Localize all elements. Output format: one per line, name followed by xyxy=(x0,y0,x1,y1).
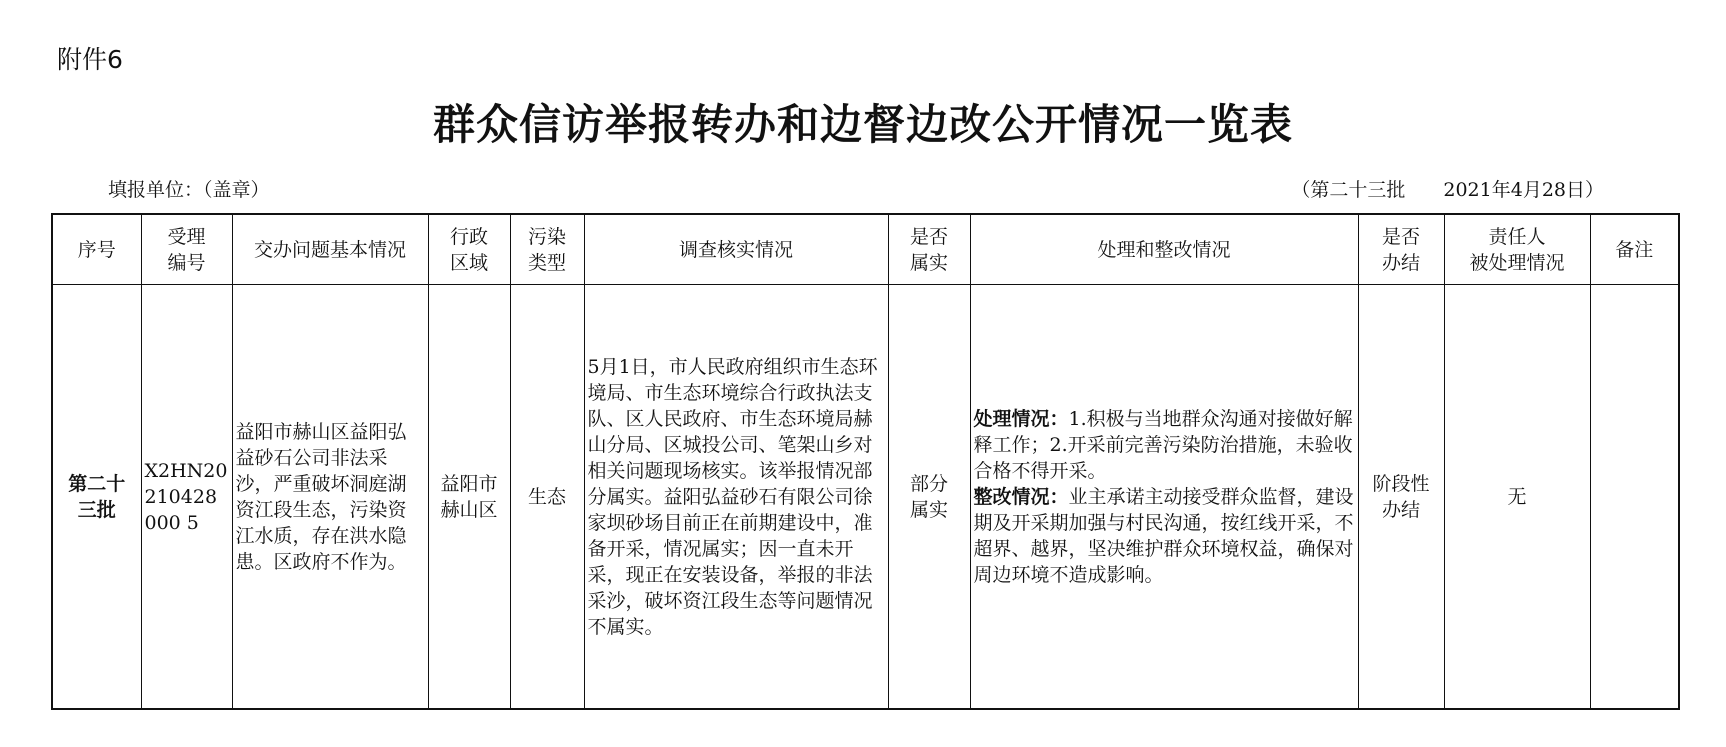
header-remarks: 备注 xyxy=(1590,214,1679,285)
cell-closed-line2: 办结 xyxy=(1381,498,1420,521)
filler-unit xyxy=(108,175,270,202)
header-closed-line1: 是否 xyxy=(1381,225,1420,248)
cell-verified xyxy=(888,285,970,710)
header-pollution xyxy=(510,214,584,285)
header-region-line1: 行政 xyxy=(449,225,488,248)
petition-table xyxy=(51,213,1680,710)
header-responsible-line2: 被处理情况 xyxy=(1469,251,1565,274)
header-verified-line2: 属实 xyxy=(909,251,948,274)
cell-seq-line1: 第二十 xyxy=(68,472,126,495)
filler-seal: （盖章） xyxy=(203,179,270,201)
header-region xyxy=(428,214,510,285)
header-code-line2: 编号 xyxy=(167,251,206,274)
header-code xyxy=(141,214,232,285)
cell-issue: 益阳市赫山区益阳弘益砂石公司非法采沙，严重破坏洞庭湖资江段生态，污染资江水质，存在洪水隐患。区政府不作为。 xyxy=(232,285,428,710)
table-row xyxy=(52,285,1679,710)
header-row xyxy=(52,214,1679,285)
header-seq: 序号 xyxy=(52,214,141,285)
cell-handling xyxy=(970,285,1358,710)
header-pollution-line1: 污染 xyxy=(527,225,566,248)
header-closed xyxy=(1358,214,1444,285)
cell-pollution: 生态 xyxy=(510,285,584,710)
batch-date-info: （第二十三批 2021年4月28日） xyxy=(1291,179,1604,201)
cell-code: X2HN20210428000 5 xyxy=(141,285,232,710)
cell-investigation: 5月1日，市人民政府组织市生态环境局、市生态环境综合行政执法支队、区人民政府、市生态环境局赫山分局、区城投公司、笔架山乡对相关问题现场核实。该举报情况部分属实。益阳弘益砂石有限公司徐家坝砂场目前正在前期建设中，准备开采，情况属实；因一直未开采，现正在安装设备，举报的非法采沙，破坏资江段生态等问题情况不属实。 xyxy=(584,285,888,710)
header-verified-line1: 是否 xyxy=(909,225,948,248)
handling-text: 1.积极与当地群众沟通对接做好解释工作；2.开采前完善污染防治措施，未验收合格不得开采。 xyxy=(973,407,1353,482)
handling-label: 处理情况： xyxy=(973,407,1069,430)
header-code-line1: 受理 xyxy=(167,225,206,248)
cell-remarks xyxy=(1590,285,1679,710)
cell-closed xyxy=(1358,285,1444,710)
cell-region-line1: 益阳市 xyxy=(440,472,498,495)
rectify-text: 业主承诺主动接受群众监督，建设期及开采期加强与村民沟通，按红线开采，不超界、越界，坚决维护群众环境权益，确保对周边环境不造成影响。 xyxy=(973,485,1354,586)
attachment-label: 附件6 xyxy=(57,45,123,74)
header-responsible xyxy=(1444,214,1590,285)
filler-unit-label: 填报单位： xyxy=(108,179,204,201)
header-closed-line2: 办结 xyxy=(1381,251,1420,274)
header-pollution-line2: 类型 xyxy=(527,251,566,274)
header-verified xyxy=(888,214,970,285)
cell-region-line2: 赫山区 xyxy=(440,498,498,521)
cell-region xyxy=(428,285,510,710)
header-region-line2: 区域 xyxy=(449,251,488,274)
header-responsible-line1: 责任人 xyxy=(1488,225,1546,248)
header-issue: 交办问题基本情况 xyxy=(232,214,428,285)
cell-verified-line2: 属实 xyxy=(909,498,948,521)
cell-seq-line2: 三批 xyxy=(77,498,116,521)
header-handling: 处理和整改情况 xyxy=(970,214,1358,285)
cell-seq xyxy=(52,285,141,710)
cell-responsible: 无 xyxy=(1444,285,1590,710)
cell-closed-line1: 阶段性 xyxy=(1372,472,1430,495)
header-investigation: 调查核实情况 xyxy=(584,214,888,285)
rectify-label: 整改情况： xyxy=(973,485,1069,508)
document-title: 群众信访举报转办和边督边改公开情况一览表 xyxy=(432,100,1293,149)
cell-verified-line1: 部分 xyxy=(909,472,948,495)
